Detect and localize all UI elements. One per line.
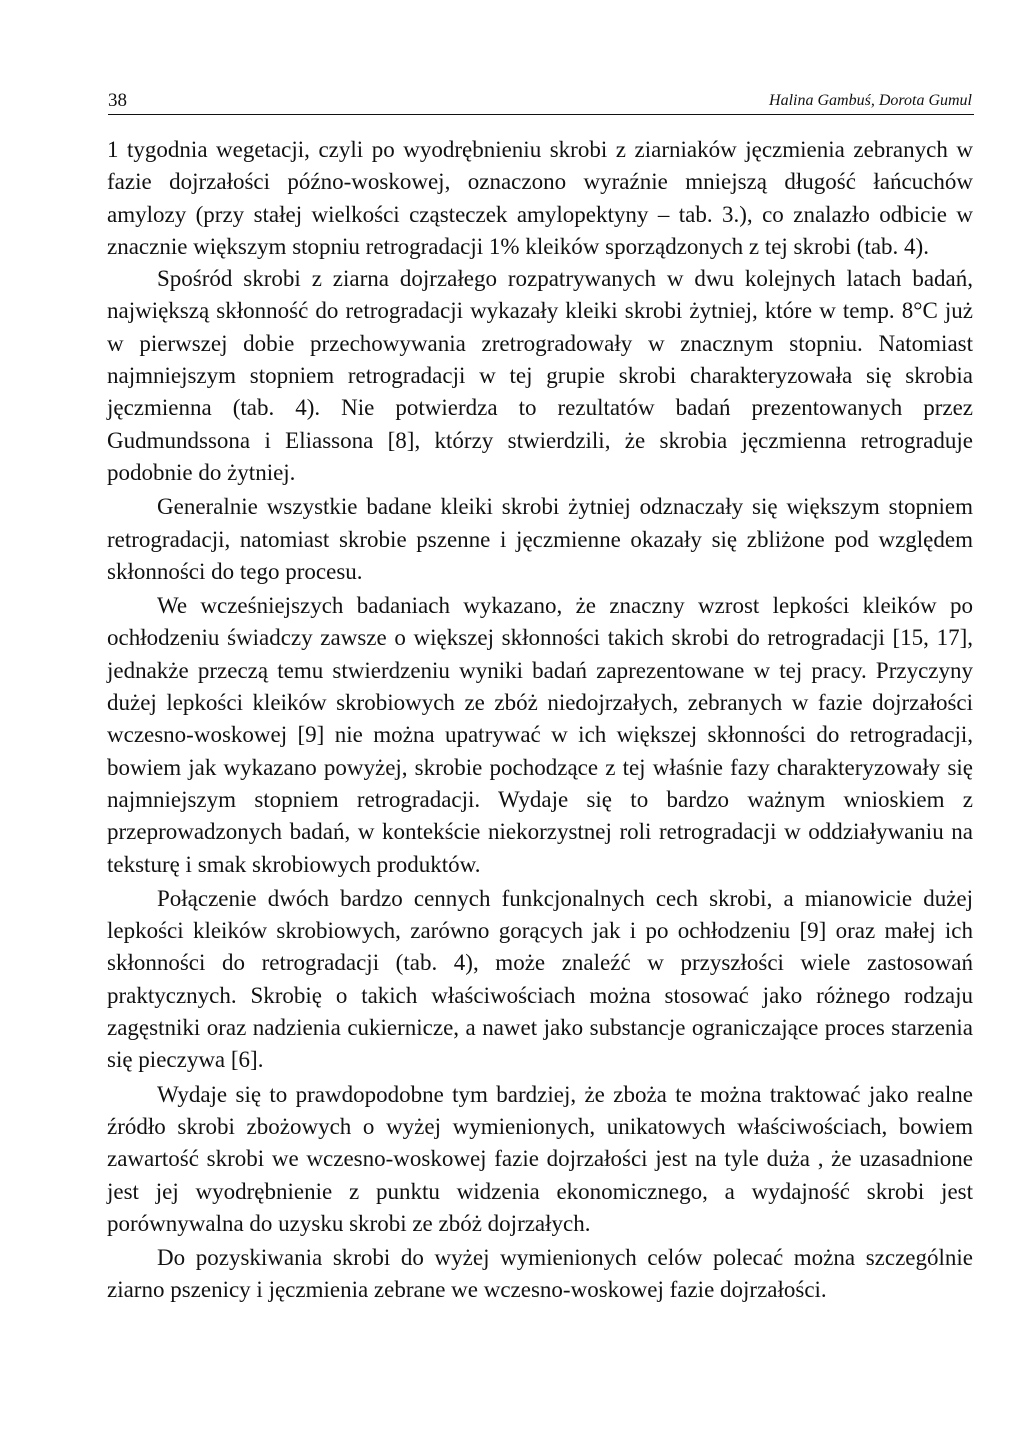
page-number: 38	[108, 90, 127, 111]
body-text	[107, 134, 973, 1307]
paragraph-continuation: 1 tygodnia wegetacji, czyli po wyodrębnieniu skrobi z ziarniaków jęczmienia zebranych w fazie dojrzałości późno-woskowej, oznaczono wyraźnie mniejszą długość łańcuchów amylozy (przy stałej wielkości cząsteczek amylopektyny – tab. 3.), co znalazło odbicie w znacznie większym stopniu retrogradacji 1% kleików sporządzonych z tej skrobi (tab. 4).	[107, 137, 973, 259]
paragraph: Generalnie wszystkie badane kleiki skrobi żytniej odznaczały się większym stopniem retrogradacji, natomiast skrobie pszenne i jęczmienne okazały się zbliżone pod względem skłonności do tego procesu.	[107, 494, 973, 584]
paragraph: We wcześniejszych badaniach wykazano, że znaczny wzrost lepkości kleików po ochłodzeniu świadczy zawsze o większej skłonności takich skrobi do retrogradacji [15, 17], jednakże przeczą temu stwierdzeniu wyniki badań zaprezentowane w tej pracy. Przyczyny dużej lepkości kleików skrobiowych ze zbóż niedojrzałych, zebranych w fazie dojrzałości wczesno-woskowej [9] nie można upatrywać w ich większej skłonności do retrogradacji, bowiem jak wykazano powyżej, skrobie pochodzące z tej właśnie fazy charakteryzowały się najmniejszym stopniem retrogradacji. Wydaje się to bardzo ważnym wnioskiem z przeprowadzonych badań, w kontekście niekorzystnej roli retrogradacji w oddziaływaniu na teksturę i smak skrobiowych produktów.	[107, 593, 973, 877]
paragraph: Do pozyskiwania skrobi do wyżej wymienionych celów polecać można szczególnie ziarno pszenicy i jęczmienia zebrane we wczesno-woskowej fazie dojrzałości.	[107, 1245, 973, 1303]
running-head-authors: Halina Gambuś, Dorota Gumul	[769, 92, 972, 109]
paragraph: Wydaje się to prawdopodobne tym bardziej, że zboża te można traktować jako realne źródło skrobi zbożowych o wyżej wymienionych, unikatowych właściwościach, bowiem zawartość skrobi we wczesno-woskowej fazie dojrzałości jest na tyle duża , że uzasadnione jest jej wyodrębnienie z punktu widzenia ekonomicznego, a wydajność skrobi jest porównywalna do uzysku skrobi ze zbóż dojrzałych.	[107, 1081, 973, 1236]
page-header	[108, 86, 974, 115]
paragraph: Spośród skrobi z ziarna dojrzałego rozpatrywanych w dwu kolejnych latach badań, największą skłonność do retrogradacji wykazały kleiki skrobi żytniej, które w temp. 8°C już w pierwszej dobie przechowywania zretrogradowały w znacznym stopniu. Natomiast najmniejszym stopniem retrogradacji w tej grupie skrobi charakteryzowała się skrobia jęczmienna (tab. 4). Nie potwierdza to rezultatów badań prezentowanych przez Gudmundssona i Eliassona [8], którzy stwierdzili, że skrobia jęczmienna retrograduje podobnie do żytniej.	[107, 266, 973, 485]
paragraph: Połączenie dwóch bardzo cennych funkcjonalnych cech skrobi, a mianowicie dużej lepkości kleików skrobiowych, zarówno gorących jak i po ochłodzeniu [9] oraz małej ich skłonności do retrogradacji (tab. 4), może znaleźć w przyszłości wiele zastosowań praktycznych. Skrobię o takich właściwościach można stosować jako różnego rodzaju zagęstniki oraz nadzienia cukiernicze, a nawet jako substancje ograniczające proces starzenia się pieczywa [6].	[107, 885, 973, 1073]
